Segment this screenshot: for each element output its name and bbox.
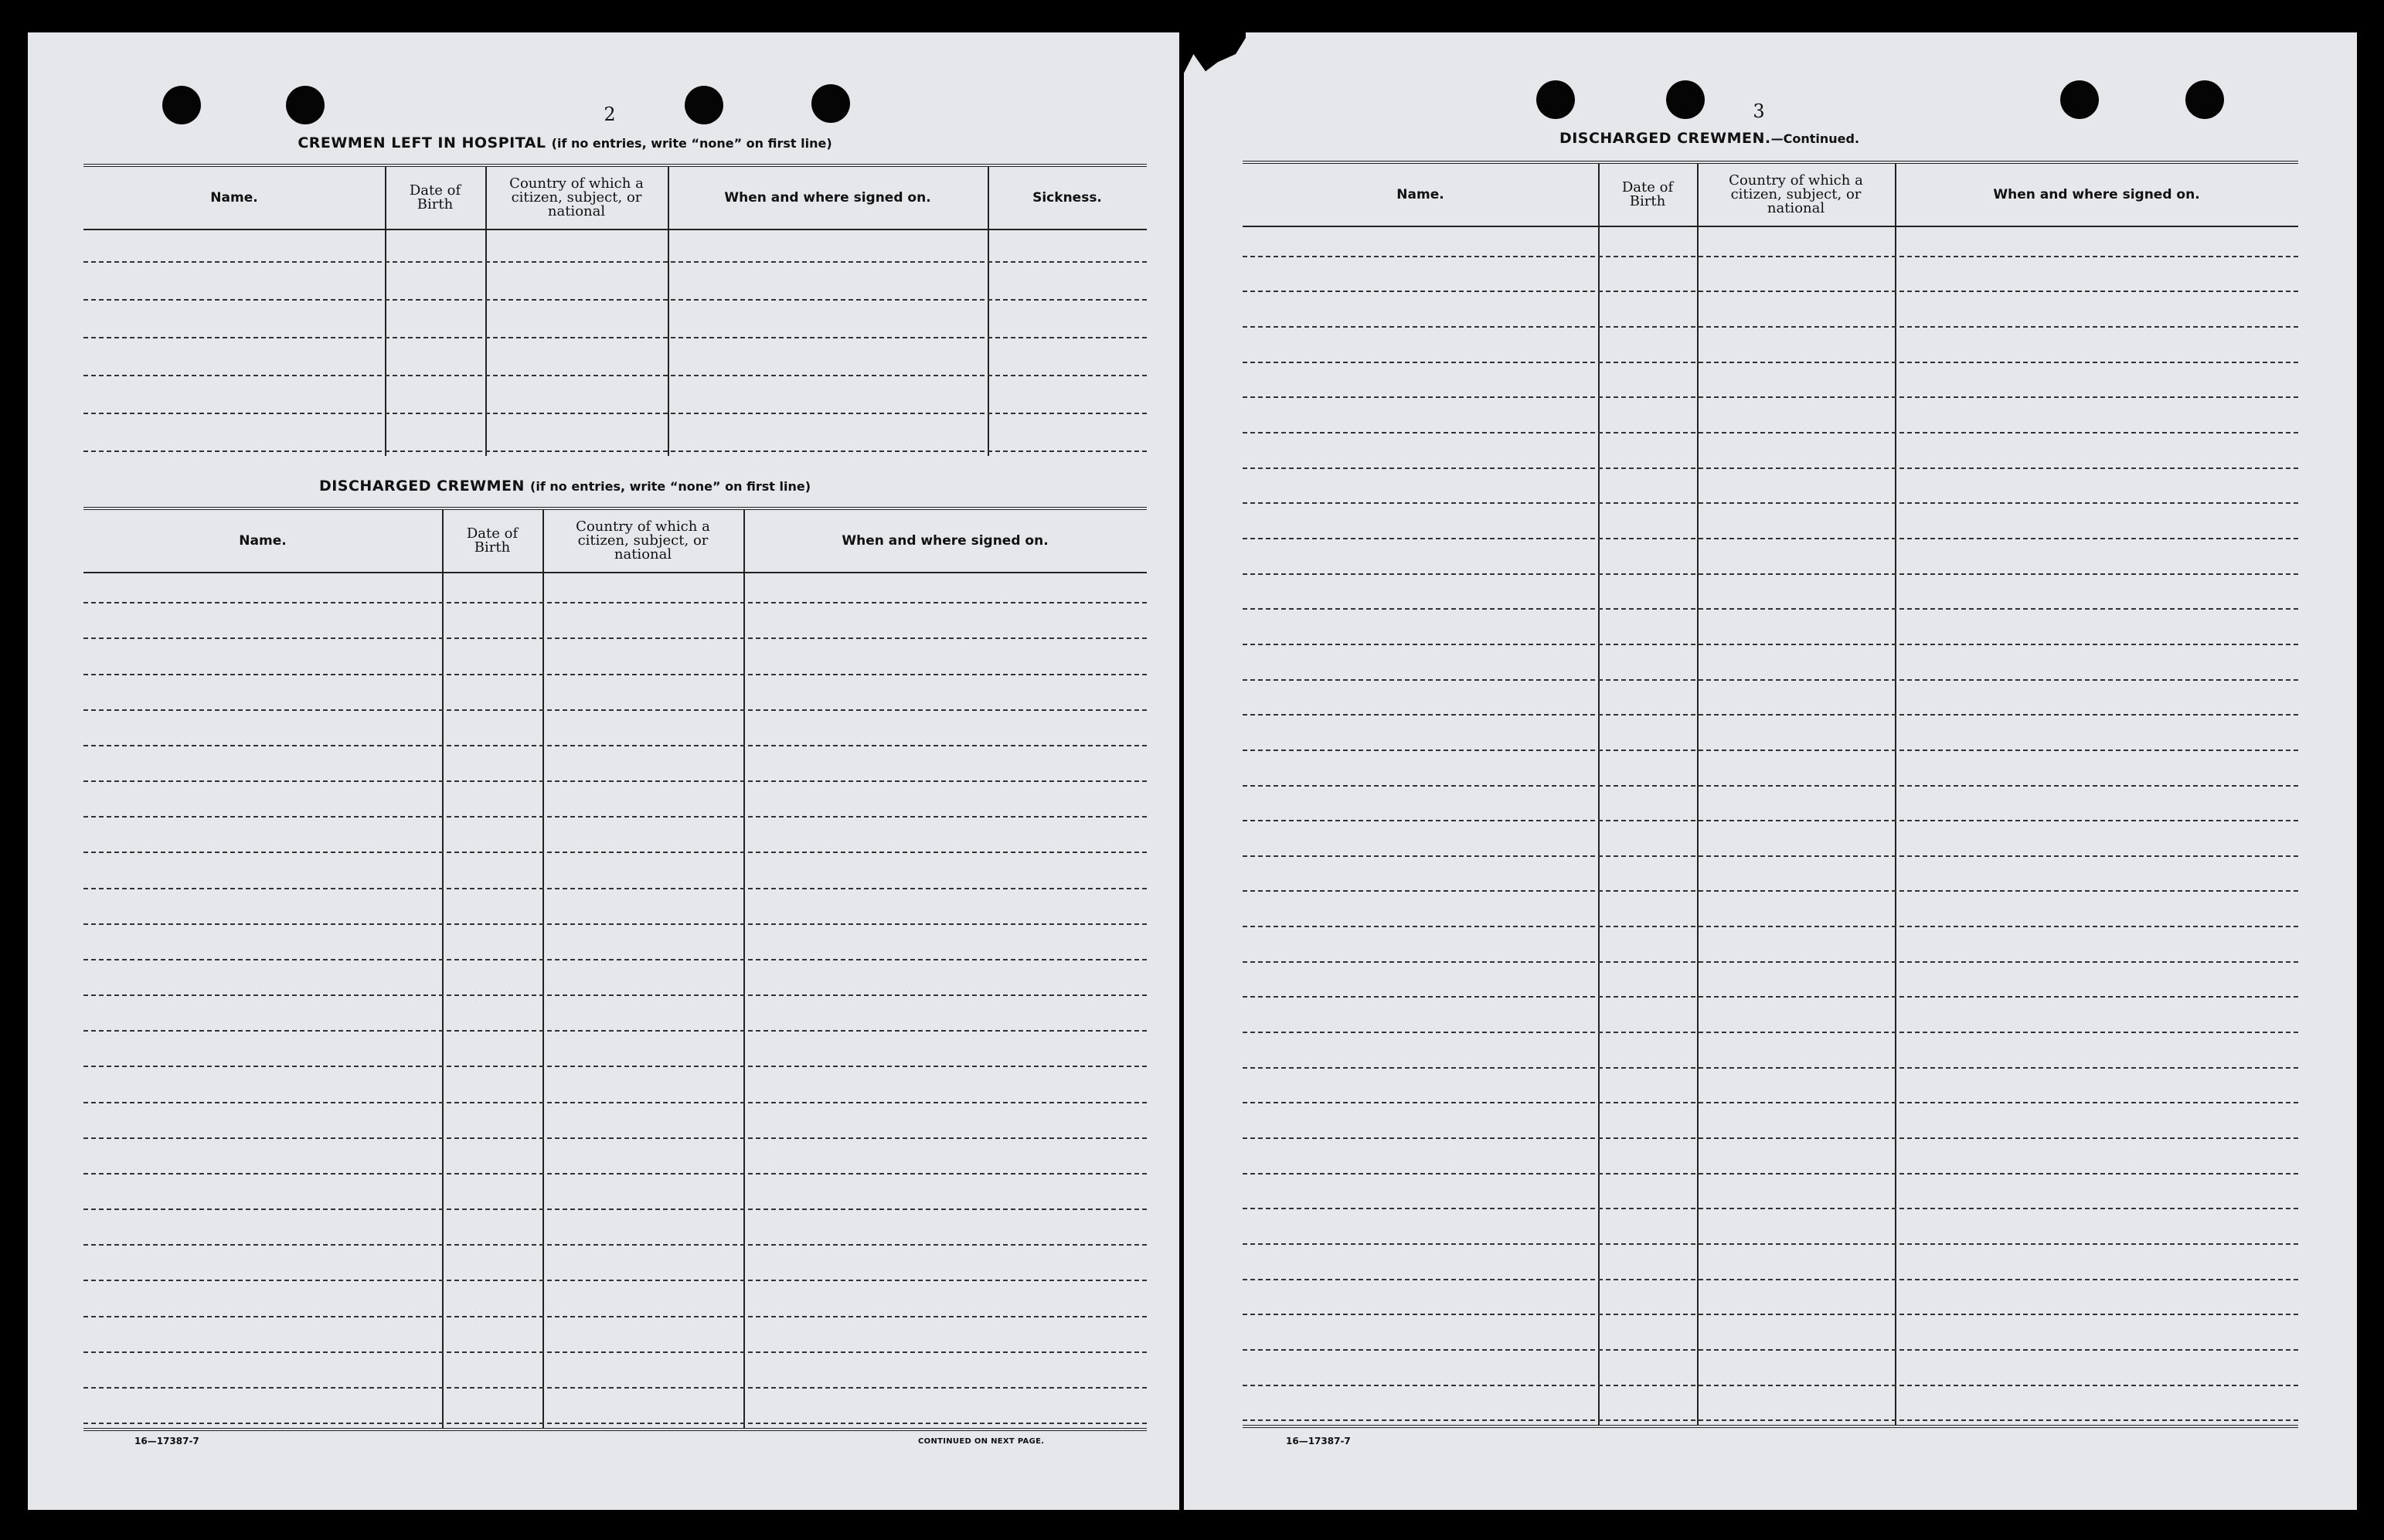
form-row [1243, 1102, 2298, 1103]
form-row [1243, 1243, 2298, 1245]
form-row [83, 1316, 1147, 1317]
form-row [83, 709, 1147, 711]
hospital-note: (if no entries, write “none” on first line) [551, 136, 832, 151]
column-header-sickness: Sickness. [1032, 190, 1102, 206]
form-page-left [28, 32, 1179, 1510]
continued-note: CONTINUED ON NEXT PAGE. [918, 1437, 1045, 1446]
continued-label: —Continued. [1770, 131, 1860, 146]
punch-hole [2060, 80, 2099, 119]
punch-hole [286, 86, 325, 124]
form-row [1243, 1137, 2298, 1139]
discharged-table-right [1243, 161, 2298, 1428]
discharged-note: (if no entries, write “none” on first line) [530, 479, 811, 494]
form-row [83, 674, 1147, 675]
form-row [1243, 1067, 2298, 1069]
form-row [83, 1351, 1147, 1353]
form-row [83, 413, 1147, 414]
column-header-signed-on: When and where signed on. [724, 190, 931, 206]
form-row [1243, 996, 2298, 998]
form-row [1243, 396, 2298, 398]
column-header-signed-on: When and where signed on. [1993, 187, 2200, 202]
form-row [1243, 1279, 2298, 1280]
punch-hole [685, 86, 723, 124]
form-row [83, 994, 1147, 996]
form-row [83, 745, 1147, 746]
discharged-title: DISCHARGED CREWMEN. [1559, 130, 1771, 147]
form-row [1243, 573, 2298, 575]
form-row [83, 1209, 1147, 1210]
discharged-continued-title [1246, 130, 2173, 147]
column-header-date-of-birth: Date of Birth [466, 525, 519, 556]
discharged-title: DISCHARGED CREWMEN [318, 478, 525, 495]
form-row [83, 1244, 1147, 1246]
form-row [1243, 291, 2298, 292]
hospital-title: CREWMEN LEFT IN HOSPITAL [298, 134, 546, 151]
form-row [83, 1030, 1147, 1032]
hospital-table [83, 164, 1147, 456]
column-header-name: Name. [210, 190, 258, 206]
form-row [1243, 1349, 2298, 1351]
form-row [83, 602, 1147, 603]
form-row [1243, 785, 2298, 787]
discharged-section-title [105, 478, 1025, 495]
form-row [1243, 326, 2298, 328]
form-row [83, 1102, 1147, 1103]
form-row [1243, 890, 2298, 892]
punch-hole [811, 84, 850, 123]
form-row [1243, 855, 2298, 857]
page-number: 3 [1753, 100, 1765, 122]
hospital-rows [83, 229, 1147, 456]
column-header-country: Country of which a citizen, subject, or national [509, 175, 644, 219]
form-row [83, 1066, 1147, 1067]
discharged-rows [83, 572, 1147, 1428]
form-row [83, 1387, 1147, 1389]
form-row [83, 923, 1147, 925]
form-row [1243, 362, 2298, 363]
form-row [1243, 679, 2298, 681]
form-row [83, 780, 1147, 782]
punch-hole [1666, 80, 1705, 119]
form-row [83, 1280, 1147, 1281]
form-row [1243, 1314, 2298, 1315]
form-row [83, 888, 1147, 889]
form-row [83, 450, 1147, 452]
punch-hole [2185, 80, 2224, 119]
discharged-table-left [83, 507, 1147, 1431]
form-row [1243, 608, 2298, 610]
form-row [83, 816, 1147, 818]
form-row [1243, 926, 2298, 927]
form-row [83, 299, 1147, 301]
form-row [1243, 1419, 2298, 1421]
column-header-name: Name. [1396, 187, 1444, 202]
form-row [1243, 714, 2298, 716]
form-row [83, 1423, 1147, 1424]
form-row [83, 1173, 1147, 1175]
form-row [1243, 750, 2298, 751]
torn-edge [1184, 32, 1246, 87]
punch-hole [162, 86, 201, 124]
form-row [1243, 1032, 2298, 1033]
form-row [83, 959, 1147, 960]
form-row [83, 261, 1147, 263]
punch-hole [1536, 80, 1575, 119]
form-page-right [1184, 32, 2357, 1510]
form-row [83, 637, 1147, 639]
column-header-date-of-birth: Date of Birth [1621, 179, 1674, 209]
form-row [83, 337, 1147, 338]
form-row [1243, 256, 2298, 257]
form-row [1243, 820, 2298, 821]
column-header-country: Country of which a citizen, subject, or national [576, 518, 710, 563]
form-number: 16—17387-7 [134, 1436, 199, 1447]
column-header-date-of-birth: Date of Birth [409, 182, 461, 212]
column-header-name: Name. [239, 533, 287, 549]
form-row [83, 1137, 1147, 1139]
hospital-section-title [105, 134, 1025, 151]
form-row [1243, 1385, 2298, 1386]
form-row [1243, 1173, 2298, 1175]
form-row [1243, 644, 2298, 645]
form-row [1243, 961, 2298, 963]
form-row [1243, 467, 2298, 469]
column-header-signed-on: When and where signed on. [842, 533, 1049, 549]
form-row [1243, 502, 2298, 504]
form-row [83, 375, 1147, 376]
form-row [83, 852, 1147, 853]
form-row [1243, 538, 2298, 539]
form-row [1243, 432, 2298, 433]
form-row [1243, 1208, 2298, 1209]
form-number: 16—17387-7 [1286, 1436, 1351, 1447]
page-number: 2 [604, 104, 616, 125]
column-header-country: Country of which a citizen, subject, or national [1729, 172, 1863, 216]
discharged-rows [1243, 226, 2298, 1425]
